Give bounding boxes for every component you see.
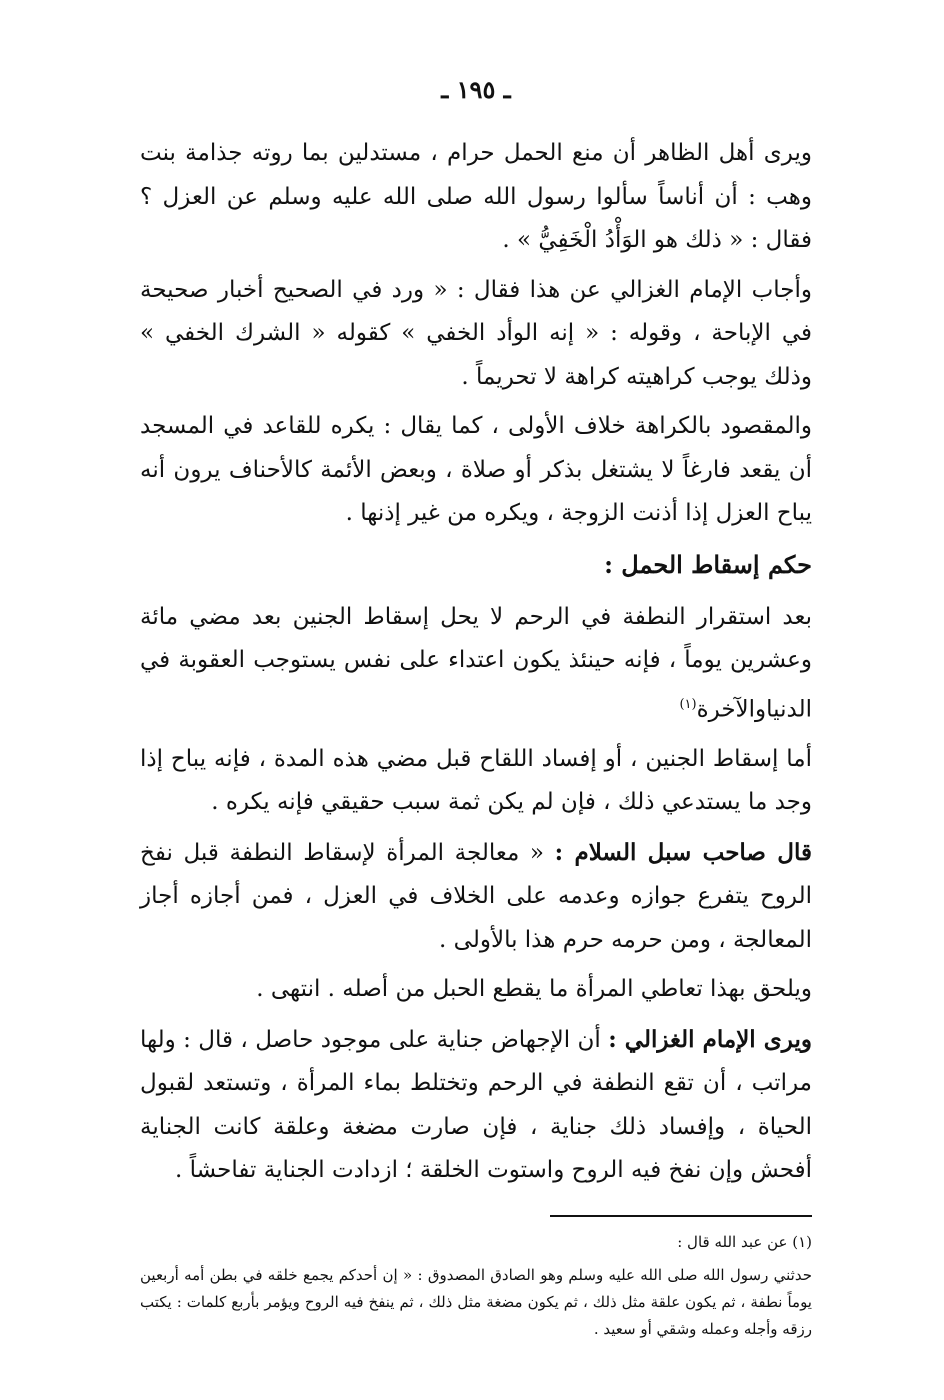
- paragraph-4-text: بعد استقرار النطفة في الرحم لا يحل إسقاط الجنين بعد مضي مائة وعشرين يوماً ، فإنه حينئذ يكون اعتداء على نفس يستوجب العقوبة في الدنياوالآخرة: [140, 603, 812, 723]
- paragraph-5: أما إسقاط الجنين ، أو إفساد اللقاح قبل مضي هذه المدة ، فإنه يباح إذا وجد ما يستدعي ذلك ، فإن لم يكن ثمة سبب حقيقي فإنه يكره .: [140, 745, 812, 816]
- paragraph-2: وأجاب الإمام الغزالي عن هذا فقال : « ورد في الصحيح أخبار صحيحة في الإباحة ، وقوله : « إنه الوأد الخفي » كقوله « الشرك الخفي » وذلك يوجب كراهيته كراهة لا تحريماً .: [140, 276, 812, 390]
- paragraph-6-lead: قال صاحب سبل السلام :: [554, 838, 812, 866]
- book-page: [140, 70, 812, 1370]
- paragraph-1: ويرى أهل الظاهر أن منع الحمل حرام ، مستدلين بما روته جذامة بنت وهب : أن أناساً سألوا رسول الله صلى الله عليه وسلم عن العزل ؟ فقال : « ذلك هو الوَأْدُ الْخَفِيُّ » .: [140, 140, 812, 253]
- paragraph-6-text: « معالجة المرأة لإسقاط النطفة قبل نفخ الروح يتفرع جوازه وعدمه على الخلاف في العزل ، فمن أجازه أجاز المعالجة ، ومن حرمه حرم هذا بالأولى .: [140, 839, 812, 953]
- page-number: ـ ١٩٥ ـ: [441, 75, 511, 104]
- paragraph-8: [140, 1018, 812, 1193]
- footnote-divider: [550, 1215, 812, 1217]
- paragraph-8-lead: ويرى الإمام الغزالي :: [608, 1025, 812, 1053]
- paragraph-4: [140, 596, 812, 732]
- paragraph-6: [140, 831, 812, 963]
- footnote-marker: (١): [679, 696, 697, 712]
- section-heading: حكم إسقاط الحمل :: [604, 549, 812, 579]
- paragraph-3: والمقصود بالكراهة خلاف الأولى ، كما يقال : يكره للقاعد في المسجد أن يقعد فارغاً لا يشتغل بذكر أو صلاة ، وبعض الأئمة كالأحناف يرون أنه يباح العزل إذا أذنت الزوجة ، ويكره من غير إذنها .: [140, 413, 812, 526]
- footnote-attribution: (١) عن عبد الله قال :: [677, 1232, 812, 1251]
- paragraph-7: ويلحق بهذا تعاطي المرأة ما يقطع الحبل من أصله . انتهى .: [256, 976, 812, 1003]
- footnote-text: حدثني رسول الله صلى الله عليه وسلم وهو الصادق المصدوق : « إن أحدكم يجمع خلقه في بطن أمه أربعين يوماً نطفة ، ثم يكون علقة مثل ذلك ، ثم يكون مضغة مثل ذلك ، ثم ينفخ فيه الروح ويؤمر بأربع كلمات : يكتب رزقه وأجله وعمله وشقي أو سعيد .: [140, 1265, 812, 1338]
- paragraph-8-text: أن الإجهاض جناية على موجود حاصل ، قال : ولها مراتب ، أن تقع النطفة في الرحم وتختلط بماء المرأة ، وتستعد لقبول الحياة ، وإفساد ذلك جناية ، فإن صارت مضغة وعلقة كانت الجناية أفحش وإن نفخ فيه الروح واستوت الخلقة ؛ ازدادت الجناية تفاحشاً .: [140, 1026, 812, 1184]
